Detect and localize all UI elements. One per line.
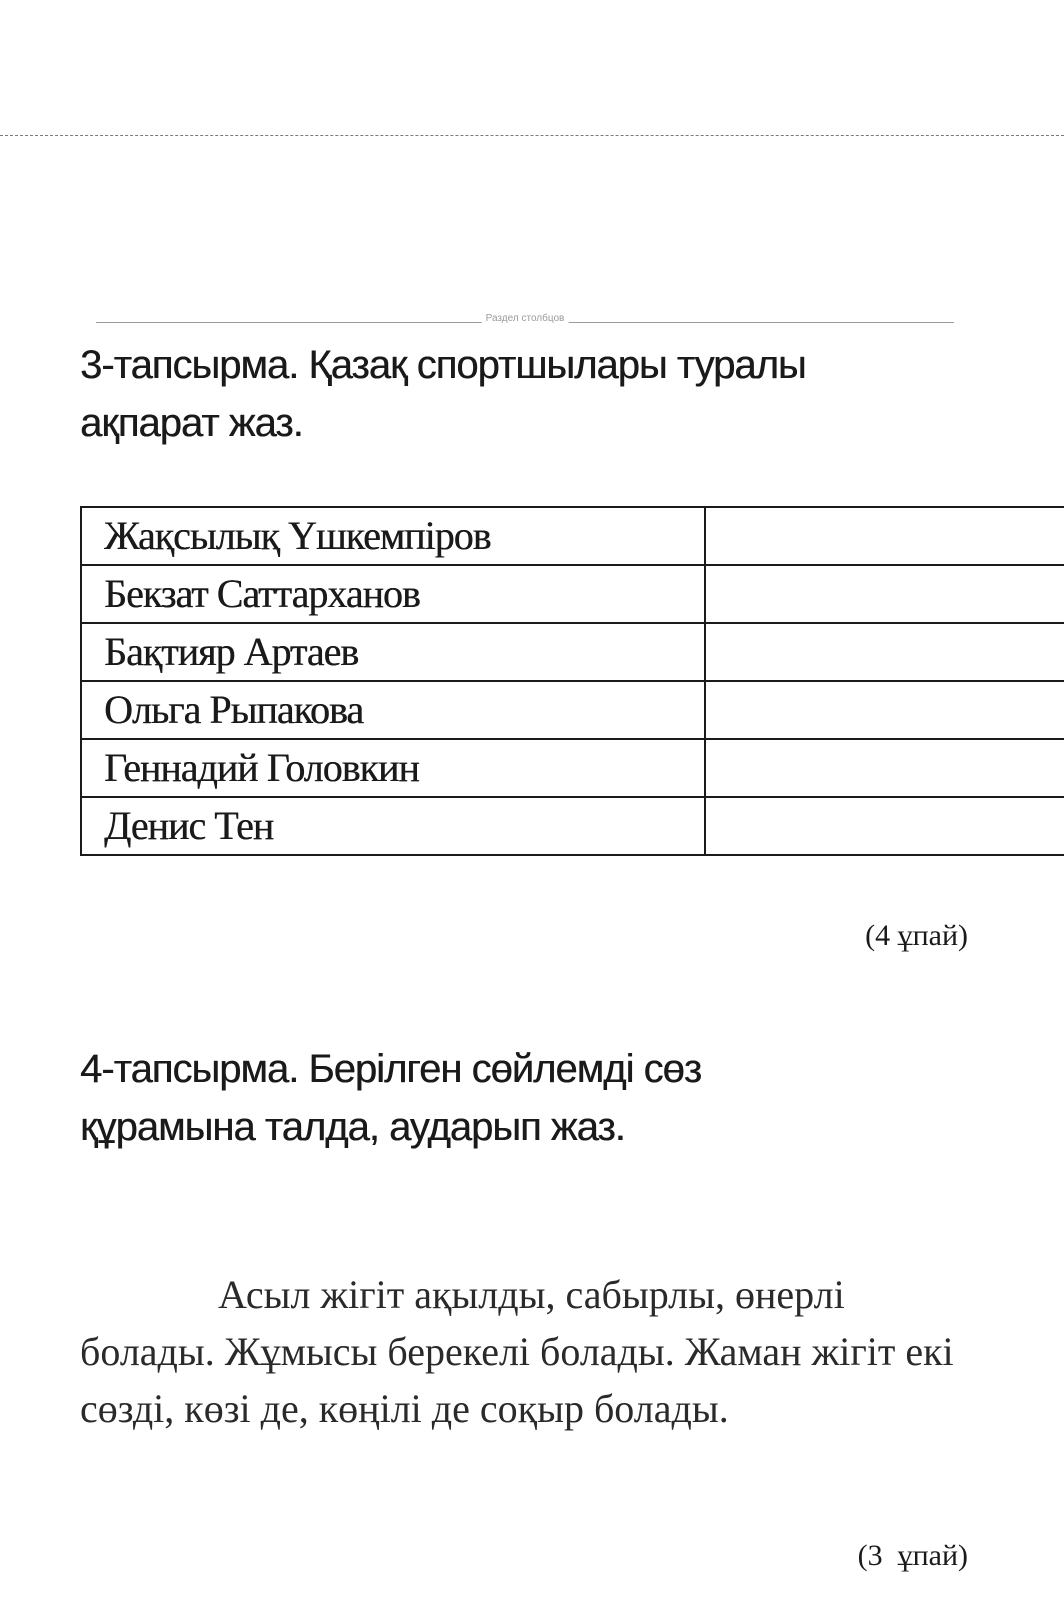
athlete-name: Денис Тен: [81, 797, 705, 855]
table-row: [81, 681, 1064, 739]
answer-cell[interactable]: [705, 565, 1064, 623]
task-3-points: (4 ұпай): [865, 919, 968, 952]
athlete-name: Жақсылық Үшкемпіров: [81, 507, 705, 565]
table-row: [81, 739, 1064, 797]
table-row: [81, 565, 1064, 623]
answer-cell[interactable]: [705, 623, 1064, 681]
athlete-name: Бақтияр Артаев: [81, 623, 705, 681]
task-4-heading-line-1: 4-тапсырма. Берілген сөйлемді сөз: [80, 1047, 702, 1091]
athletes-table: [80, 506, 1064, 856]
task-4-passage: Асыл жігіт ақылды, сабырлы, өнерлі болады. Жұмысы берекелі болады. Жаман жігіт екі сөзді, көзі де, көңілі де соқыр болады.: [80, 1272, 954, 1431]
task-3-heading-line-1: 3-тапсырма. Қазақ спортшылары туралы: [80, 343, 806, 387]
task-4-heading-line-2: құрамына талда, аударып жаз.: [80, 1105, 625, 1149]
column-break-label: Раздел столбцов: [482, 313, 569, 325]
task-4-points: (3 ұпай): [857, 1539, 968, 1572]
answer-cell[interactable]: [705, 507, 1064, 565]
task-3-heading-line-2: ақпарат жаз.: [80, 401, 303, 445]
table-row: [81, 507, 1064, 565]
answer-cell[interactable]: [705, 681, 1064, 739]
athlete-name: Бекзат Саттарханов: [81, 565, 705, 623]
table-row: [81, 623, 1064, 681]
answer-cell[interactable]: [705, 797, 1064, 855]
table-row: [81, 797, 1064, 855]
task-4-heading: [80, 1040, 960, 1156]
athlete-name: Геннадий Головкин: [81, 739, 705, 797]
athlete-name: Ольга Рыпакова: [81, 681, 705, 739]
answer-cell[interactable]: [705, 739, 1064, 797]
